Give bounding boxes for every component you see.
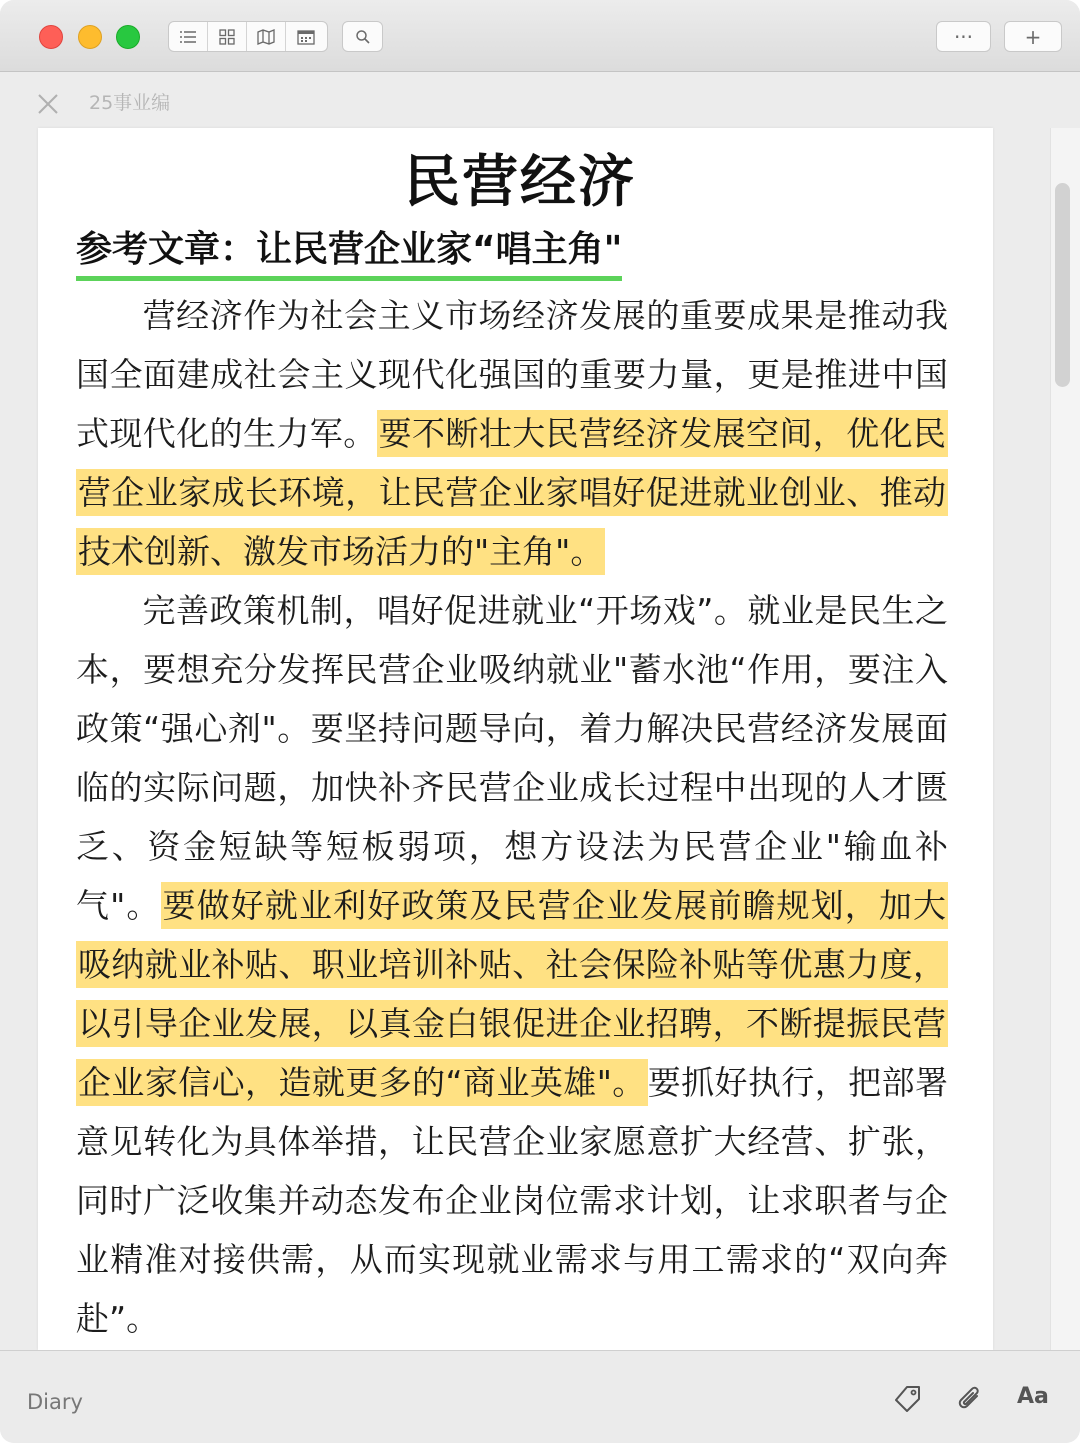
paragraph-2-highlight: 要做好就业利好政策及民营企业发展前瞻规划，加大吸纳就业补贴、职业培训补贴、社会保险补贴等优惠力度，以引导企业发展，以真金白银促进企业招聘，不断提振民营企业家信心，造就更多的“商业英雄"。 [76, 882, 948, 1106]
calendar-view-button[interactable] [286, 22, 325, 51]
list-view-button[interactable] [169, 22, 208, 51]
search-button[interactable] [343, 22, 382, 51]
paragraph-2-text-a: 完善政策机制，唱好促进就业“开场戏”。就业是民生之本，要想充分发挥民营企业吸纳就业"蓄水池“作用，要注入政策“强心剂"。要坚持问题导向，着力解决民营经济发展面临的实际问题，加快补齐民营企业成长过程中出现的人才匮乏、资金短缺等短板弱项，想方设法为民营企业"输血补气"。 [76, 591, 948, 925]
paragraph-2 [76, 581, 948, 1348]
font-settings-button[interactable]: Aa [1017, 1384, 1049, 1409]
more-button[interactable]: ··· [953, 24, 974, 49]
window-zoom-button[interactable] [116, 25, 140, 49]
grid-icon [219, 29, 235, 45]
paragraph-2-text-b: 要抓好执行，把部署意见转化为具体举措，让民营企业家愿意扩大经营、扩张，同时广泛收集并动态发布企业岗位需求计划，让求职者与企业精准对接供需，从而实现就业需求与用工需求的“双向奔赴”。 [76, 1063, 949, 1338]
paragraph-1-text: 营经济作为社会主义市场经济发展的重要成果是推动我国全面建成社会主义现代化强国的重要力量，更是推进中国式现代化的生力军。 [76, 296, 948, 453]
scrollbar-thumb[interactable] [1055, 183, 1070, 387]
add-button-group [1004, 21, 1062, 52]
paragraph-1-highlight: 要不断壮大民营经济发展空间，优化民营企业家成长环境，让民营企业家唱好促进就业创业、推动技术创新、激发市场活力的"主角"。 [76, 410, 948, 575]
more-button-group [936, 21, 991, 52]
document-title: 民营经济 [404, 150, 636, 215]
grid-view-button[interactable] [208, 22, 247, 51]
map-view-button[interactable] [247, 22, 286, 51]
close-icon[interactable] [36, 92, 60, 116]
window-minimize-button[interactable] [78, 25, 102, 49]
paragraph-1 [76, 286, 948, 581]
map-icon [257, 29, 275, 45]
paperclip-icon[interactable] [955, 1384, 985, 1414]
view-mode-segmented-control [168, 21, 328, 52]
footer-notebook-label[interactable]: Diary [27, 1390, 83, 1414]
add-entry-button[interactable]: + [1024, 24, 1042, 49]
list-icon [179, 30, 197, 44]
search-icon [355, 29, 371, 45]
calendar-icon [297, 29, 315, 45]
search-button-group [342, 21, 383, 52]
document-subtitle: 参考文章：让民营企业家“唱主角" [76, 228, 622, 281]
title-bar [0, 0, 1080, 72]
window-close-button[interactable] [39, 25, 63, 49]
tag-icon[interactable] [893, 1384, 923, 1414]
notebook-tab-label[interactable]: 25事业编 [89, 92, 171, 114]
